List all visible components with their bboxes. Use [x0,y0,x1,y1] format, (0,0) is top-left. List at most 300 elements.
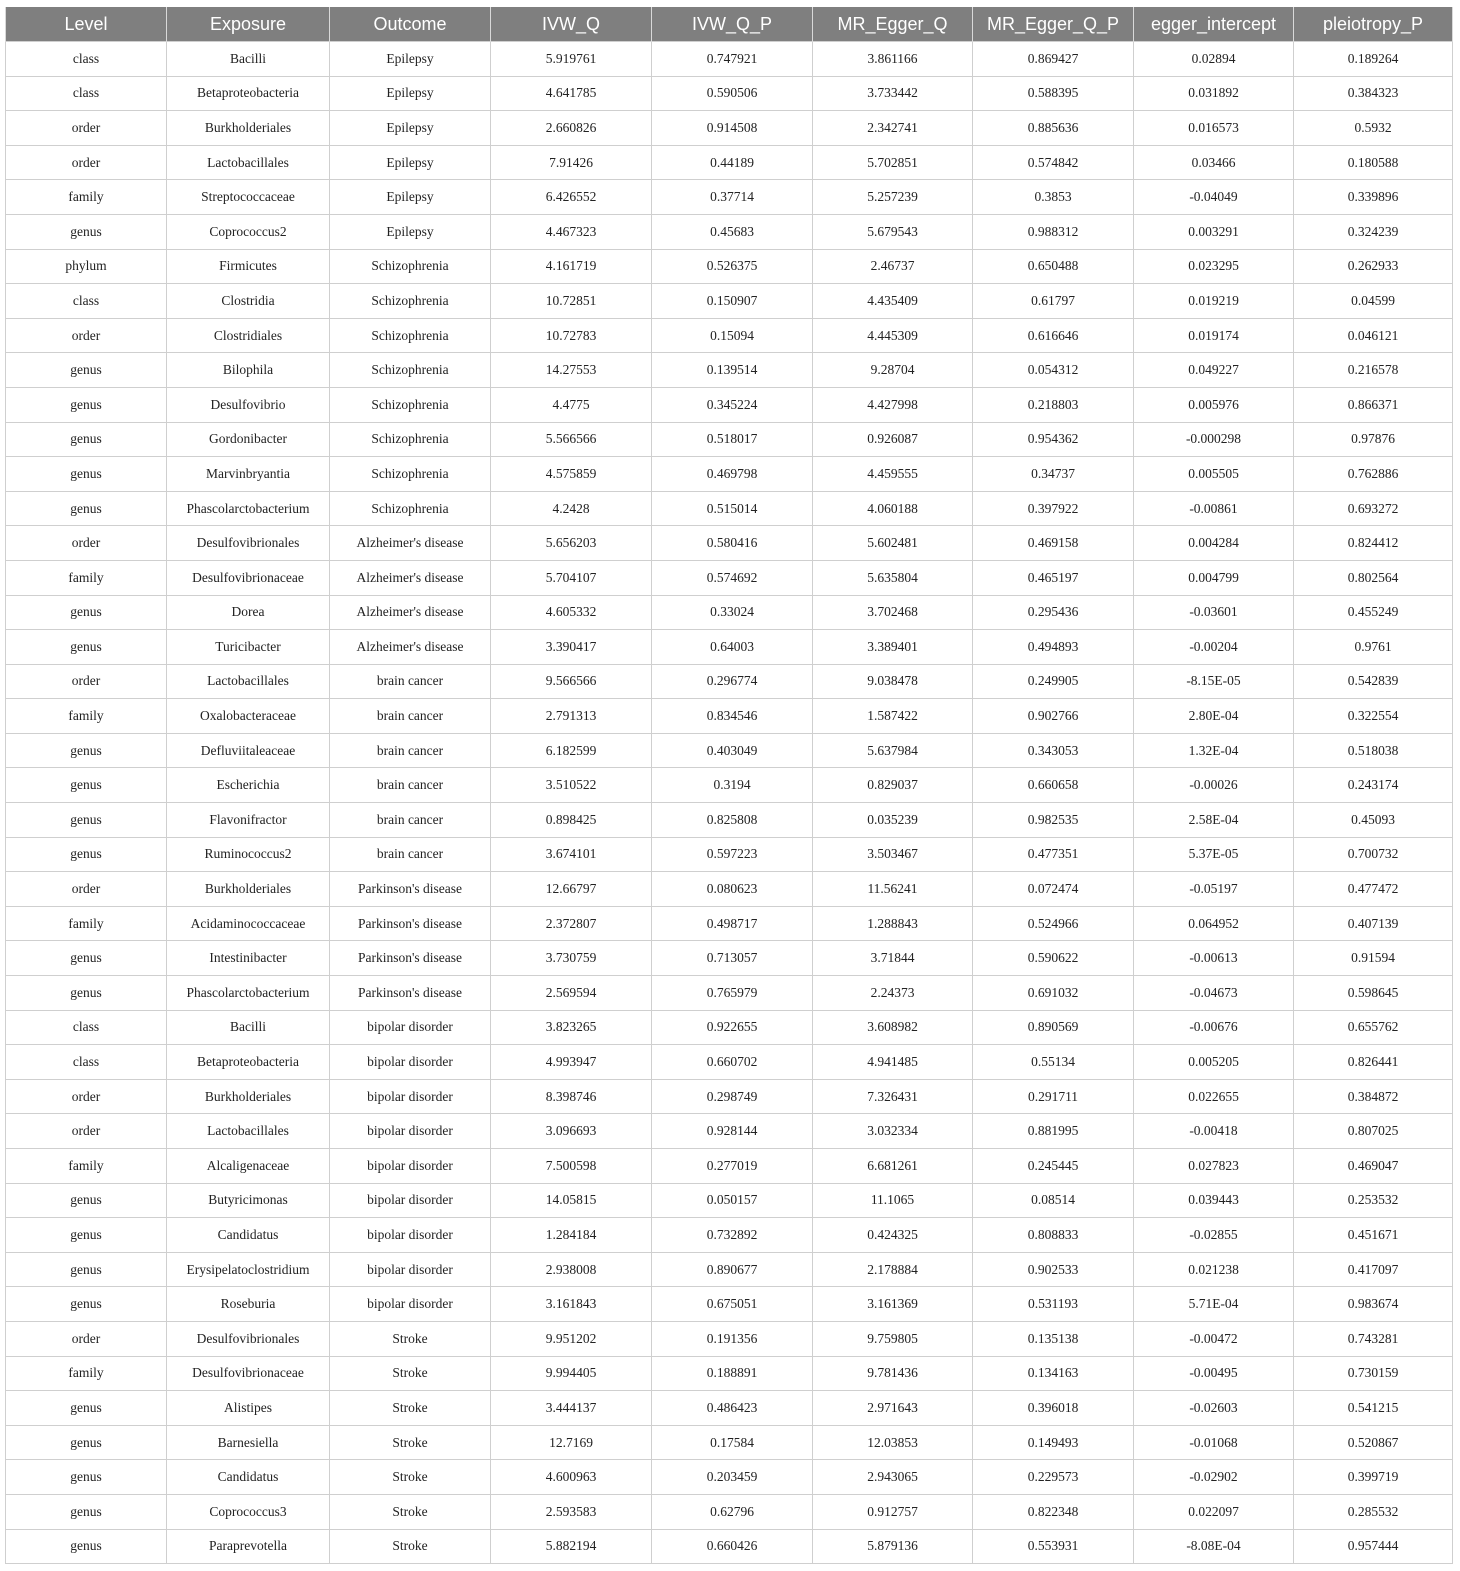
cell-exposure: Lactobacillales [167,664,330,699]
table-row [6,664,1453,699]
cell-ivw-q: 6.426552 [491,180,652,215]
cell-level: class [6,76,167,111]
cell-outcome: bipolar disorder [330,1183,491,1218]
cell-mr-egger-q: 0.926087 [813,422,973,457]
table-row [6,145,1453,180]
cell-level: order [6,1114,167,1149]
cell-outcome: Stroke [330,1529,491,1564]
cell-pleiotropy-p: 0.384323 [1294,76,1453,111]
cell-outcome: bipolar disorder [330,1010,491,1045]
cell-pleiotropy-p: 0.399719 [1294,1460,1453,1495]
cell-outcome: Epilepsy [330,214,491,249]
cell-level: genus [6,837,167,872]
cell-outcome: Schizophrenia [330,284,491,319]
cell-mr-egger-q-p: 0.524966 [973,906,1134,941]
table-row [6,1218,1453,1253]
column-header-level: Level [6,7,167,42]
cell-exposure: Phascolarctobacterium [167,976,330,1011]
table-row [6,595,1453,630]
cell-level: genus [6,1460,167,1495]
cell-mr-egger-q-p: 0.869427 [973,42,1134,77]
cell-exposure: Candidatus [167,1218,330,1253]
cell-level: genus [6,491,167,526]
cell-ivw-q: 1.284184 [491,1218,652,1253]
cell-pleiotropy-p: 0.45093 [1294,803,1453,838]
cell-egger-intercept: 0.019219 [1134,284,1294,319]
cell-ivw-q-p: 0.675051 [652,1287,813,1322]
cell-level: genus [6,595,167,630]
cell-level: genus [6,1494,167,1529]
cell-outcome: Alzheimer's disease [330,560,491,595]
cell-ivw-q-p: 0.580416 [652,526,813,561]
cell-ivw-q: 0.898425 [491,803,652,838]
cell-egger-intercept: 0.022655 [1134,1079,1294,1114]
cell-ivw-q: 7.91426 [491,145,652,180]
cell-level: order [6,664,167,699]
cell-level: genus [6,1183,167,1218]
cell-mr-egger-q-p: 0.34737 [973,457,1134,492]
cell-level: genus [6,803,167,838]
cell-outcome: bipolar disorder [330,1045,491,1080]
table-row [6,941,1453,976]
cell-level: class [6,1010,167,1045]
cell-outcome: Schizophrenia [330,422,491,457]
cell-mr-egger-q-p: 0.902533 [973,1252,1134,1287]
cell-exposure: Flavonifractor [167,803,330,838]
cell-level: family [6,560,167,595]
cell-mr-egger-q-p: 0.890569 [973,1010,1134,1045]
cell-exposure: Marvinbryantia [167,457,330,492]
cell-pleiotropy-p: 0.216578 [1294,353,1453,388]
table-row [6,1356,1453,1391]
cell-ivw-q: 2.593583 [491,1494,652,1529]
cell-pleiotropy-p: 0.5932 [1294,111,1453,146]
cell-mr-egger-q-p: 0.469158 [973,526,1134,561]
cell-level: family [6,906,167,941]
cell-ivw-q: 14.27553 [491,353,652,388]
table-row [6,560,1453,595]
cell-pleiotropy-p: 0.730159 [1294,1356,1453,1391]
cell-level: genus [6,1218,167,1253]
cell-outcome: Epilepsy [330,111,491,146]
table-row [6,1079,1453,1114]
cell-ivw-q-p: 0.188891 [652,1356,813,1391]
cell-mr-egger-q-p: 0.954362 [973,422,1134,457]
cell-pleiotropy-p: 0.520867 [1294,1425,1453,1460]
column-header-egger-intercept: egger_intercept [1134,7,1294,42]
cell-outcome: Schizophrenia [330,353,491,388]
cell-ivw-q-p: 0.298749 [652,1079,813,1114]
cell-mr-egger-q: 5.257239 [813,180,973,215]
cell-outcome: Schizophrenia [330,318,491,353]
cell-exposure: Burkholderiales [167,111,330,146]
cell-ivw-q-p: 0.574692 [652,560,813,595]
cell-egger-intercept: 0.023295 [1134,249,1294,284]
cell-mr-egger-q: 2.46737 [813,249,973,284]
cell-ivw-q: 2.938008 [491,1252,652,1287]
cell-exposure: Acidaminococcaceae [167,906,330,941]
cell-mr-egger-q-p: 0.465197 [973,560,1134,595]
table-row [6,1425,1453,1460]
cell-pleiotropy-p: 0.957444 [1294,1529,1453,1564]
cell-mr-egger-q-p: 0.590622 [973,941,1134,976]
cell-ivw-q-p: 0.64003 [652,630,813,665]
cell-mr-egger-q: 3.861166 [813,42,973,77]
cell-egger-intercept: -0.00676 [1134,1010,1294,1045]
cell-exposure: Desulfovibrionales [167,1321,330,1356]
cell-mr-egger-q-p: 0.135138 [973,1321,1134,1356]
results-table-container [5,7,1452,1564]
cell-mr-egger-q: 5.635804 [813,560,973,595]
cell-exposure: Bacilli [167,1010,330,1045]
cell-mr-egger-q-p: 0.885636 [973,111,1134,146]
cell-level: genus [6,630,167,665]
cell-mr-egger-q: 5.679543 [813,214,973,249]
cell-level: order [6,318,167,353]
cell-exposure: Desulfovibrionales [167,526,330,561]
column-header-ivw-q: IVW_Q [491,7,652,42]
cell-egger-intercept: -0.00026 [1134,768,1294,803]
table-row [6,491,1453,526]
cell-egger-intercept: 1.32E-04 [1134,733,1294,768]
cell-egger-intercept: -0.00861 [1134,491,1294,526]
cell-mr-egger-q-p: 0.808833 [973,1218,1134,1253]
cell-ivw-q-p: 0.928144 [652,1114,813,1149]
cell-outcome: Alzheimer's disease [330,526,491,561]
cell-level: order [6,1079,167,1114]
cell-ivw-q: 14.05815 [491,1183,652,1218]
cell-mr-egger-q: 3.032334 [813,1114,973,1149]
cell-mr-egger-q: 2.24373 [813,976,973,1011]
cell-pleiotropy-p: 0.743281 [1294,1321,1453,1356]
cell-outcome: bipolar disorder [330,1252,491,1287]
cell-egger-intercept: -0.000298 [1134,422,1294,457]
cell-mr-egger-q: 4.427998 [813,387,973,422]
cell-mr-egger-q-p: 0.55134 [973,1045,1134,1080]
cell-exposure: Desulfovibrio [167,387,330,422]
table-row [6,249,1453,284]
cell-exposure: Burkholderiales [167,872,330,907]
cell-ivw-q-p: 0.765979 [652,976,813,1011]
cell-mr-egger-q: 3.733442 [813,76,973,111]
cell-ivw-q-p: 0.15094 [652,318,813,353]
cell-exposure: Desulfovibrionaceae [167,1356,330,1391]
cell-exposure: Lactobacillales [167,145,330,180]
cell-mr-egger-q: 5.602481 [813,526,973,561]
cell-ivw-q-p: 0.139514 [652,353,813,388]
cell-pleiotropy-p: 0.384872 [1294,1079,1453,1114]
cell-pleiotropy-p: 0.417097 [1294,1252,1453,1287]
cell-pleiotropy-p: 0.253532 [1294,1183,1453,1218]
cell-level: family [6,1356,167,1391]
cell-mr-egger-q-p: 0.881995 [973,1114,1134,1149]
cell-outcome: Alzheimer's disease [330,595,491,630]
cell-pleiotropy-p: 0.655762 [1294,1010,1453,1045]
cell-mr-egger-q-p: 0.249905 [973,664,1134,699]
cell-egger-intercept: 0.03466 [1134,145,1294,180]
table-row [6,1287,1453,1322]
cell-mr-egger-q-p: 0.343053 [973,733,1134,768]
cell-ivw-q: 4.467323 [491,214,652,249]
cell-mr-egger-q-p: 0.218803 [973,387,1134,422]
cell-ivw-q-p: 0.890677 [652,1252,813,1287]
cell-ivw-q-p: 0.825808 [652,803,813,838]
table-row [6,733,1453,768]
cell-mr-egger-q: 4.941485 [813,1045,973,1080]
cell-pleiotropy-p: 0.455249 [1294,595,1453,630]
cell-mr-egger-q-p: 0.588395 [973,76,1134,111]
table-row [6,1321,1453,1356]
cell-pleiotropy-p: 0.824412 [1294,526,1453,561]
cell-level: genus [6,976,167,1011]
cell-level: order [6,1321,167,1356]
cell-egger-intercept: -0.04049 [1134,180,1294,215]
table-row [6,353,1453,388]
table-row [6,1114,1453,1149]
cell-ivw-q: 3.096693 [491,1114,652,1149]
cell-ivw-q: 5.919761 [491,42,652,77]
cell-egger-intercept: 0.005205 [1134,1045,1294,1080]
cell-ivw-q-p: 0.486423 [652,1391,813,1426]
column-header-ivw-q-p: IVW_Q_P [652,7,813,42]
cell-mr-egger-q: 5.702851 [813,145,973,180]
cell-exposure: Firmicutes [167,249,330,284]
cell-mr-egger-q: 3.71844 [813,941,973,976]
cell-egger-intercept: 2.58E-04 [1134,803,1294,838]
cell-exposure: Ruminococcus2 [167,837,330,872]
cell-ivw-q: 12.7169 [491,1425,652,1460]
cell-egger-intercept: -0.00472 [1134,1321,1294,1356]
cell-outcome: Parkinson's disease [330,906,491,941]
cell-ivw-q-p: 0.713057 [652,941,813,976]
table-row [6,1183,1453,1218]
cell-outcome: Schizophrenia [330,249,491,284]
cell-egger-intercept: 0.005505 [1134,457,1294,492]
cell-ivw-q: 6.182599 [491,733,652,768]
cell-pleiotropy-p: 0.04599 [1294,284,1453,319]
cell-pleiotropy-p: 0.469047 [1294,1149,1453,1184]
cell-mr-egger-q: 3.161369 [813,1287,973,1322]
cell-ivw-q-p: 0.277019 [652,1149,813,1184]
cell-egger-intercept: -8.15E-05 [1134,664,1294,699]
cell-exposure: Betaproteobacteria [167,1045,330,1080]
cell-pleiotropy-p: 0.322554 [1294,699,1453,734]
cell-outcome: bipolar disorder [330,1114,491,1149]
cell-ivw-q-p: 0.3194 [652,768,813,803]
cell-exposure: Erysipelatoclostridium [167,1252,330,1287]
cell-exposure: Intestinibacter [167,941,330,976]
cell-ivw-q-p: 0.345224 [652,387,813,422]
column-header-mr-egger-q-p: MR_Egger_Q_P [973,7,1134,42]
cell-pleiotropy-p: 0.285532 [1294,1494,1453,1529]
cell-mr-egger-q-p: 0.902766 [973,699,1134,734]
cell-ivw-q-p: 0.526375 [652,249,813,284]
cell-mr-egger-q-p: 0.054312 [973,353,1134,388]
cell-pleiotropy-p: 0.983674 [1294,1287,1453,1322]
cell-egger-intercept: -0.00418 [1134,1114,1294,1149]
cell-level: genus [6,1252,167,1287]
column-header-pleiotropy-p: pleiotropy_P [1294,7,1453,42]
cell-level: order [6,872,167,907]
column-header-mr-egger-q: MR_Egger_Q [813,7,973,42]
cell-exposure: Streptococcaceae [167,180,330,215]
cell-level: genus [6,1425,167,1460]
cell-ivw-q: 4.2428 [491,491,652,526]
table-row [6,526,1453,561]
cell-pleiotropy-p: 0.97876 [1294,422,1453,457]
cell-exposure: Butyricimonas [167,1183,330,1218]
table-row [6,1494,1453,1529]
cell-pleiotropy-p: 0.598645 [1294,976,1453,1011]
cell-egger-intercept: 0.027823 [1134,1149,1294,1184]
table-row [6,76,1453,111]
cell-level: genus [6,941,167,976]
cell-pleiotropy-p: 0.518038 [1294,733,1453,768]
cell-outcome: brain cancer [330,733,491,768]
column-header-exposure: Exposure [167,7,330,42]
cell-mr-egger-q: 4.459555 [813,457,973,492]
cell-mr-egger-q: 2.342741 [813,111,973,146]
cell-mr-egger-q-p: 0.295436 [973,595,1134,630]
cell-mr-egger-q-p: 0.61797 [973,284,1134,319]
table-header-row [6,7,1453,42]
cell-exposure: Lactobacillales [167,1114,330,1149]
cell-mr-egger-q: 6.681261 [813,1149,973,1184]
cell-egger-intercept: -0.03601 [1134,595,1294,630]
cell-ivw-q-p: 0.44189 [652,145,813,180]
cell-exposure: Paraprevotella [167,1529,330,1564]
cell-mr-egger-q-p: 0.494893 [973,630,1134,665]
cell-mr-egger-q-p: 0.149493 [973,1425,1134,1460]
cell-outcome: Epilepsy [330,42,491,77]
cell-egger-intercept: 0.016573 [1134,111,1294,146]
cell-pleiotropy-p: 0.541215 [1294,1391,1453,1426]
cell-ivw-q: 5.566566 [491,422,652,457]
table-row [6,180,1453,215]
cell-ivw-q: 4.575859 [491,457,652,492]
cell-outcome: brain cancer [330,803,491,838]
cell-ivw-q: 2.791313 [491,699,652,734]
table-row [6,457,1453,492]
cell-outcome: brain cancer [330,664,491,699]
cell-pleiotropy-p: 0.807025 [1294,1114,1453,1149]
cell-level: genus [6,733,167,768]
table-row [6,1529,1453,1564]
cell-outcome: bipolar disorder [330,1218,491,1253]
cell-ivw-q: 8.398746 [491,1079,652,1114]
cell-ivw-q-p: 0.732892 [652,1218,813,1253]
table-row [6,42,1453,77]
table-row [6,837,1453,872]
cell-mr-egger-q-p: 0.477351 [973,837,1134,872]
cell-outcome: brain cancer [330,768,491,803]
cell-pleiotropy-p: 0.91594 [1294,941,1453,976]
cell-egger-intercept: -0.00613 [1134,941,1294,976]
cell-exposure: Candidatus [167,1460,330,1495]
table-row [6,422,1453,457]
cell-level: genus [6,457,167,492]
cell-exposure: Desulfovibrionaceae [167,560,330,595]
cell-mr-egger-q: 11.1065 [813,1183,973,1218]
cell-mr-egger-q-p: 0.691032 [973,976,1134,1011]
cell-exposure: Betaproteobacteria [167,76,330,111]
cell-level: genus [6,387,167,422]
cell-mr-egger-q: 3.503467 [813,837,973,872]
cell-egger-intercept: 0.031892 [1134,76,1294,111]
cell-pleiotropy-p: 0.324239 [1294,214,1453,249]
cell-mr-egger-q: 4.445309 [813,318,973,353]
cell-outcome: Schizophrenia [330,387,491,422]
cell-level: class [6,284,167,319]
cell-exposure: Bilophila [167,353,330,388]
cell-exposure: Defluviitaleaceae [167,733,330,768]
cell-pleiotropy-p: 0.046121 [1294,318,1453,353]
cell-ivw-q: 5.656203 [491,526,652,561]
cell-ivw-q: 3.674101 [491,837,652,872]
cell-outcome: Stroke [330,1425,491,1460]
cell-ivw-q: 3.510522 [491,768,652,803]
cell-ivw-q: 9.566566 [491,664,652,699]
cell-ivw-q: 12.66797 [491,872,652,907]
cell-ivw-q-p: 0.17584 [652,1425,813,1460]
cell-mr-egger-q: 0.912757 [813,1494,973,1529]
cell-ivw-q-p: 0.498717 [652,906,813,941]
cell-ivw-q: 3.161843 [491,1287,652,1322]
cell-mr-egger-q: 9.781436 [813,1356,973,1391]
cell-outcome: brain cancer [330,837,491,872]
cell-outcome: Epilepsy [330,76,491,111]
cell-ivw-q-p: 0.747921 [652,42,813,77]
table-row [6,318,1453,353]
cell-outcome: Parkinson's disease [330,941,491,976]
cell-egger-intercept: 0.003291 [1134,214,1294,249]
cell-egger-intercept: -8.08E-04 [1134,1529,1294,1564]
cell-ivw-q: 3.823265 [491,1010,652,1045]
cell-mr-egger-q-p: 0.650488 [973,249,1134,284]
cell-egger-intercept: 0.064952 [1134,906,1294,941]
cell-mr-egger-q: 12.03853 [813,1425,973,1460]
cell-egger-intercept: -0.05197 [1134,872,1294,907]
cell-egger-intercept: 0.039443 [1134,1183,1294,1218]
cell-pleiotropy-p: 0.866371 [1294,387,1453,422]
cell-ivw-q-p: 0.597223 [652,837,813,872]
cell-outcome: Epilepsy [330,180,491,215]
cell-mr-egger-q-p: 0.988312 [973,214,1134,249]
table-row [6,1010,1453,1045]
cell-ivw-q-p: 0.922655 [652,1010,813,1045]
cell-pleiotropy-p: 0.451671 [1294,1218,1453,1253]
cell-mr-egger-q: 9.759805 [813,1321,973,1356]
table-row [6,214,1453,249]
cell-ivw-q-p: 0.660426 [652,1529,813,1564]
cell-level: genus [6,1529,167,1564]
cell-exposure: Clostridia [167,284,330,319]
cell-level: order [6,526,167,561]
table-row [6,699,1453,734]
cell-mr-egger-q: 7.326431 [813,1079,973,1114]
cell-ivw-q-p: 0.080623 [652,872,813,907]
cell-level: phylum [6,249,167,284]
cell-pleiotropy-p: 0.700732 [1294,837,1453,872]
cell-pleiotropy-p: 0.693272 [1294,491,1453,526]
cell-exposure: Gordonibacter [167,422,330,457]
cell-outcome: bipolar disorder [330,1149,491,1184]
table-row [6,768,1453,803]
cell-level: order [6,145,167,180]
cell-exposure: Barnesiella [167,1425,330,1460]
cell-outcome: Parkinson's disease [330,872,491,907]
cell-mr-egger-q: 11.56241 [813,872,973,907]
